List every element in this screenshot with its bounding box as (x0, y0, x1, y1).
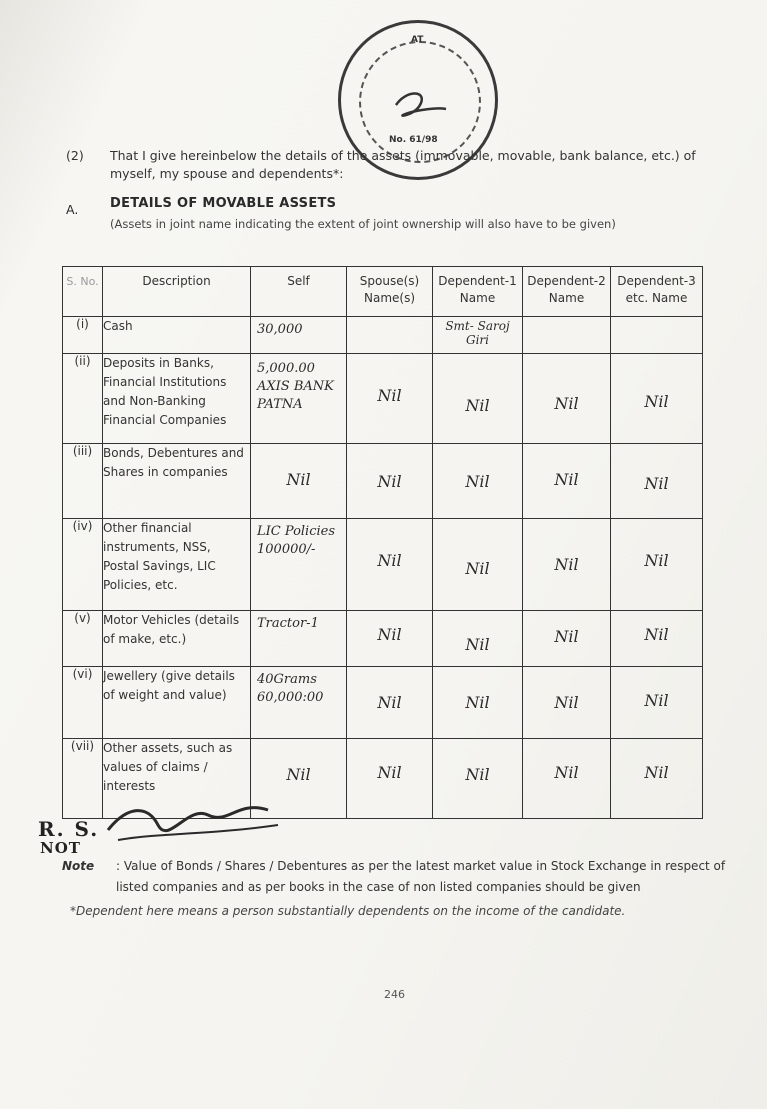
row-dep1 (433, 354, 523, 444)
dep2-value: Nil (554, 627, 579, 646)
signature-scribble-icon (98, 795, 288, 855)
dep2-value: Nil (554, 693, 579, 712)
dep3-value: Nil (644, 691, 669, 710)
stamp-signature-icon (391, 85, 451, 125)
row-dep3 (611, 519, 703, 611)
row-spouse (347, 611, 433, 667)
note-text: : Value of Bonds / Shares / Debentures as per the latest market value in Stock Exchange in respect of listed companies and as per books in the case of non listed companies should be given (116, 859, 726, 894)
spouse-value: Nil (377, 625, 402, 644)
spouse-value: Nil (377, 386, 402, 405)
dep3-value: Nil (644, 763, 669, 782)
intro-text: That I give hereinbelow the details of the assets (immovable, movable, bank balance, etc.) of myself, my spouse and dependents*: (110, 148, 696, 181)
row-description: Cash (103, 317, 251, 354)
dep3-value: Nil (644, 392, 669, 411)
row-dep1 (433, 444, 523, 519)
row-spouse (347, 739, 433, 819)
table-row (63, 667, 703, 739)
table-row (63, 354, 703, 444)
dep2-value: Nil (554, 555, 579, 574)
header-dependent-2: Dependent-2 Name (523, 267, 611, 317)
row-spouse (347, 444, 433, 519)
header-dependent-3: Dependent-3 etc. Name (611, 267, 703, 317)
header-description: Description (103, 267, 251, 317)
row-dep1 (433, 317, 523, 354)
row-description: Bonds, Debentures and Shares in companies (103, 444, 251, 519)
row-description: Other assets, such as values of claims / interests (103, 739, 251, 819)
row-spouse (347, 317, 433, 354)
row-dep2 (523, 739, 611, 819)
row-sno: (ii) (63, 354, 103, 444)
signature-line-1: R. S. (38, 817, 100, 841)
table-row (63, 611, 703, 667)
row-dep2 (523, 611, 611, 667)
row-self (251, 444, 347, 519)
page-number: 246 (384, 988, 405, 1001)
row-sno: (vi) (63, 667, 103, 739)
spouse-value: Nil (377, 693, 402, 712)
section-note: (Assets in joint name indicating the extent of joint ownership will also have to be given) (110, 217, 616, 231)
table-header-row (63, 267, 703, 317)
spouse-value: Nil (377, 551, 402, 570)
row-dep2 (523, 667, 611, 739)
self-value: Nil (286, 765, 311, 784)
row-sno: (i) (63, 317, 103, 354)
row-description: Jewellery (give details of weight and value) (103, 667, 251, 739)
section-letter: A. (66, 202, 79, 217)
dep2-value: Nil (554, 470, 579, 489)
row-dep2 (523, 317, 611, 354)
dep1-value: Nil (465, 559, 490, 578)
row-self (251, 354, 347, 444)
self-value: 30,000 (257, 322, 303, 337)
dep1-value: Nil (465, 635, 490, 654)
self-value: Nil (286, 470, 311, 489)
row-dep3 (611, 611, 703, 667)
row-sno: (iv) (63, 519, 103, 611)
stamp-reg-text: No. 61/98 (389, 135, 438, 145)
dep1-value: Nil (465, 396, 490, 415)
dep2-value: Nil (554, 763, 579, 782)
section-title: DETAILS OF MOVABLE ASSETS (110, 196, 337, 211)
row-dep2 (523, 354, 611, 444)
dep1-value: Nil (465, 765, 490, 784)
dep1-value: Nil (465, 693, 490, 712)
row-sno: (iii) (63, 444, 103, 519)
row-spouse (347, 519, 433, 611)
row-dep1 (433, 519, 523, 611)
spouse-value: Nil (377, 763, 402, 782)
row-dep3 (611, 317, 703, 354)
header-dependent-1: Dependent-1 Name (433, 267, 523, 317)
header-sno: S. No. (63, 267, 103, 317)
intro-number: (2) (66, 148, 84, 163)
row-dep2 (523, 444, 611, 519)
spouse-value: Nil (377, 472, 402, 491)
dep1-value: Nil (465, 472, 490, 491)
row-dep2 (523, 519, 611, 611)
dep3-value: Nil (644, 551, 669, 570)
row-self (251, 667, 347, 739)
dep3-value: Nil (644, 474, 669, 493)
self-value: Tractor-1 (257, 616, 319, 631)
header-self: Self (251, 267, 347, 317)
self-value: 5,000.00 AXIS BANK PATNA (257, 361, 334, 412)
dependent-footnote: *Dependent here means a person substantially dependents on the income of the candidate. (70, 904, 626, 918)
row-self (251, 611, 347, 667)
row-dep1 (433, 667, 523, 739)
movable-assets-table (62, 266, 703, 819)
self-value: LIC Policies 100000/- (257, 524, 336, 557)
row-description: Deposits in Banks, Financial Institutions and Non-Banking Financial Companies (103, 354, 251, 444)
table-row (63, 519, 703, 611)
note-label: Note (62, 859, 95, 873)
dep2-value: Nil (554, 394, 579, 413)
row-self (251, 519, 347, 611)
row-dep1 (433, 611, 523, 667)
header-spouse: Spouse(s) Name(s) (347, 267, 433, 317)
self-value: 40Grams 60,000:00 (257, 672, 324, 705)
signature-line-2: NOT (40, 839, 81, 857)
row-sno: (v) (63, 611, 103, 667)
table-row (63, 317, 703, 354)
row-spouse (347, 667, 433, 739)
stamp-top-text: AT (411, 35, 424, 45)
row-dep3 (611, 739, 703, 819)
row-dep3 (611, 444, 703, 519)
row-dep3 (611, 667, 703, 739)
row-spouse (347, 354, 433, 444)
row-description: Other financial instruments, NSS, Postal Savings, LIC Policies, etc. (103, 519, 251, 611)
row-sno: (vii) (63, 739, 103, 819)
table-row (63, 444, 703, 519)
row-dep1 (433, 739, 523, 819)
row-dep3 (611, 354, 703, 444)
row-self (251, 317, 347, 354)
dep1-value: Smt- Saroj Giri (445, 319, 510, 347)
row-description: Motor Vehicles (details of make, etc.) (103, 611, 251, 667)
dep3-value: Nil (644, 625, 669, 644)
